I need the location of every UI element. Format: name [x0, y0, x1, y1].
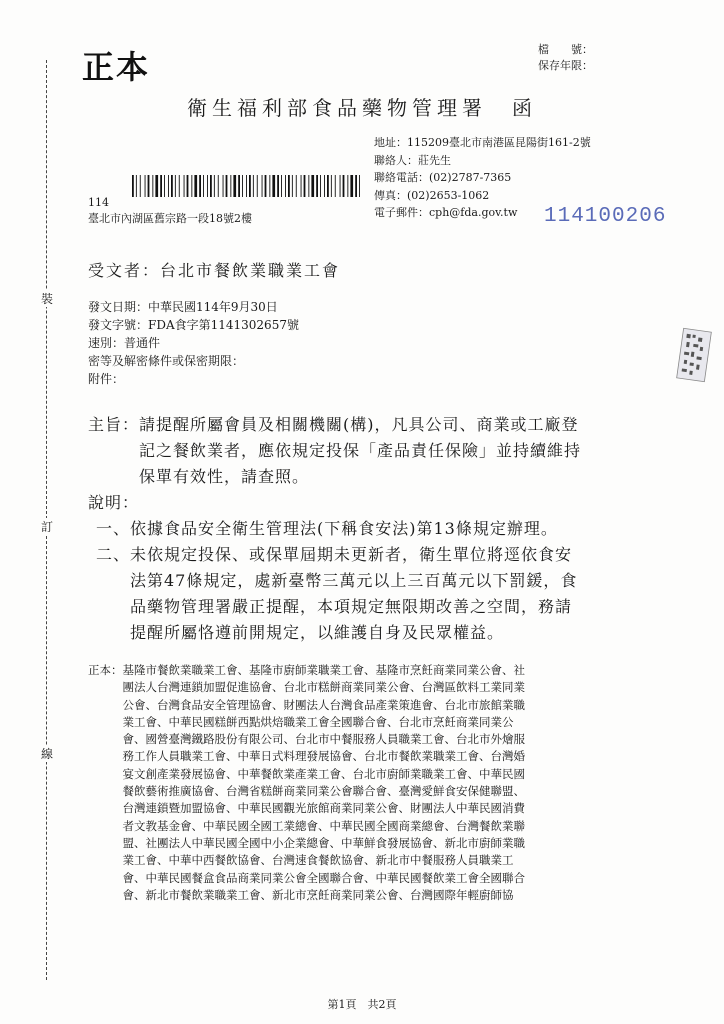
cc-line: 會、中華民國餐盒食品商業同業公會全國聯合會、中華民國餐飲業工會全國聯合 — [88, 870, 525, 885]
document-number: 發文字號：FDA食字第1141302657號 — [88, 318, 299, 332]
contact-fax: 傳真：(02)2653-1062 — [374, 188, 490, 202]
contact-person: 聯絡人：莊先生 — [374, 153, 451, 167]
mailing-address: 臺北市內湖區舊宗路一段18號2樓 — [88, 212, 252, 225]
subject-line: 保單有效性，請查照。 — [88, 467, 310, 486]
explanation-line: 品藥物管理署嚴正提醒，本項規定無限期改善之空間，務請 — [96, 597, 573, 616]
attachment: 附件： — [88, 372, 125, 386]
explanation-title: 說明： — [88, 493, 140, 512]
subject-line: 記之餐飲業者，應依規定投保「產品責任保險」並持續維持 — [88, 441, 582, 460]
retention-label: 保存年限： — [538, 59, 593, 72]
receipt-stamp-number: 114100206 — [544, 205, 667, 228]
binding-mark-zhuang: 裝 — [40, 292, 53, 306]
explanation-line: 法第47條規定，處新臺幣三萬元以上三百萬元以下罰鍰，食 — [96, 571, 578, 590]
copy-label: 正本 — [82, 48, 151, 86]
recipient: 受文者：台北市餐飲業職業工會 — [88, 261, 341, 280]
file-info — [538, 42, 593, 74]
cc-line: 團法人台灣連鎖加盟促進協會、台北市糕餅商業同業公會、台灣區飲料工業同業 — [88, 680, 525, 695]
cc-line: 盟、社團法人中華民國全國中小企業總會、中華鮮食發展協會、新北市廚師業職 — [88, 835, 525, 850]
security-level: 密等及解密條件或保密期限： — [88, 354, 245, 368]
qr-sticker-icon — [676, 326, 712, 384]
binding-mark-xian: 線 — [40, 747, 53, 761]
mailing-zip: 114 — [88, 196, 109, 209]
cc-line: 務工作人員職業工會、中華日式料理發展協會、台北市餐飲業職業工會、台灣婚 — [88, 749, 525, 764]
cc-line: 台灣連鎖暨加盟協會、中華民國觀光旅館商業同業公會、財團法人中華民國消費 — [88, 801, 525, 816]
cc-line: 正本：基隆市餐飲業職業工會、基隆市廚師業職業工會、基隆市烹飪商業同業公會、社 — [88, 663, 525, 677]
cc-line: 公會、台灣食品安全管理協會、財團法人台灣食品產業策進會、台北市旅館業職 — [88, 697, 525, 712]
explanation-line: 提醒所屬恪遵前開規定，以維護自身及民眾權益。 — [96, 623, 505, 642]
binding-mark-ding: 訂 — [40, 520, 53, 534]
sender-address: 地址：115209臺北市南港區昆陽街161-2號 — [374, 136, 591, 149]
carbon-copy-list — [88, 662, 525, 904]
subject — [88, 412, 581, 490]
contact-email: 電子郵件：cph@fda.gov.tw — [374, 206, 518, 219]
cc-line: 業工會、中華民國糕餅西點烘焙職業工會全國聯合會、台北市烹飪商業同業公 — [88, 714, 514, 729]
explanation — [96, 516, 577, 646]
page-footer: 第1頁 共2頁 — [327, 998, 397, 1011]
cc-line: 餐飲藝術推廣協會、台灣省糕餅商業同業公會聯合會、臺灣愛鮮食安保健聯盟、 — [88, 784, 525, 799]
explanation-line: 一、依據食品安全衛生管理法(下稱食安法)第13條規定辦理。 — [96, 519, 558, 538]
file-number-label: 檔 號： — [538, 43, 593, 56]
postal-barcode — [132, 175, 362, 197]
cc-line: 宴文創產業發展協會、中華餐飲業產業工會、台北市廚師業職業工會、中華民國 — [88, 766, 525, 781]
issue-date: 發文日期：中華民國114年9月30日 — [88, 300, 278, 314]
subject-line: 主旨：請提醒所屬會員及相關機關(構)，凡具公司、商業或工廠登 — [88, 415, 579, 434]
cc-line: 會、國營臺灣鐵路股份有限公司、台北市中餐服務人員職業工會、台北市外燴服 — [88, 732, 525, 747]
cc-line: 會、新北市餐飲業職業工會、新北市烹飪商業同業公會、台灣國際年輕廚師協 — [88, 887, 514, 902]
delivery-speed: 速別：普通件 — [88, 336, 161, 350]
cc-line: 者文教基金會、中華民國全國工業總會、中華民國全國商業總會、台灣餐飲業聯 — [88, 818, 525, 833]
contact-phone: 聯絡電話：(02)2787-7365 — [374, 171, 512, 184]
document-title: 衛生福利部食品藥物管理署 函 — [187, 96, 537, 120]
cc-line: 業工會、中華中西餐飲協會、台灣速食餐飲協會、新北市中餐服務人員職業工 — [88, 853, 514, 868]
explanation-line: 二、未依規定投保、或保單屆期未更新者，衛生單位將逕依食安 — [96, 545, 573, 564]
document-meta — [88, 298, 299, 388]
